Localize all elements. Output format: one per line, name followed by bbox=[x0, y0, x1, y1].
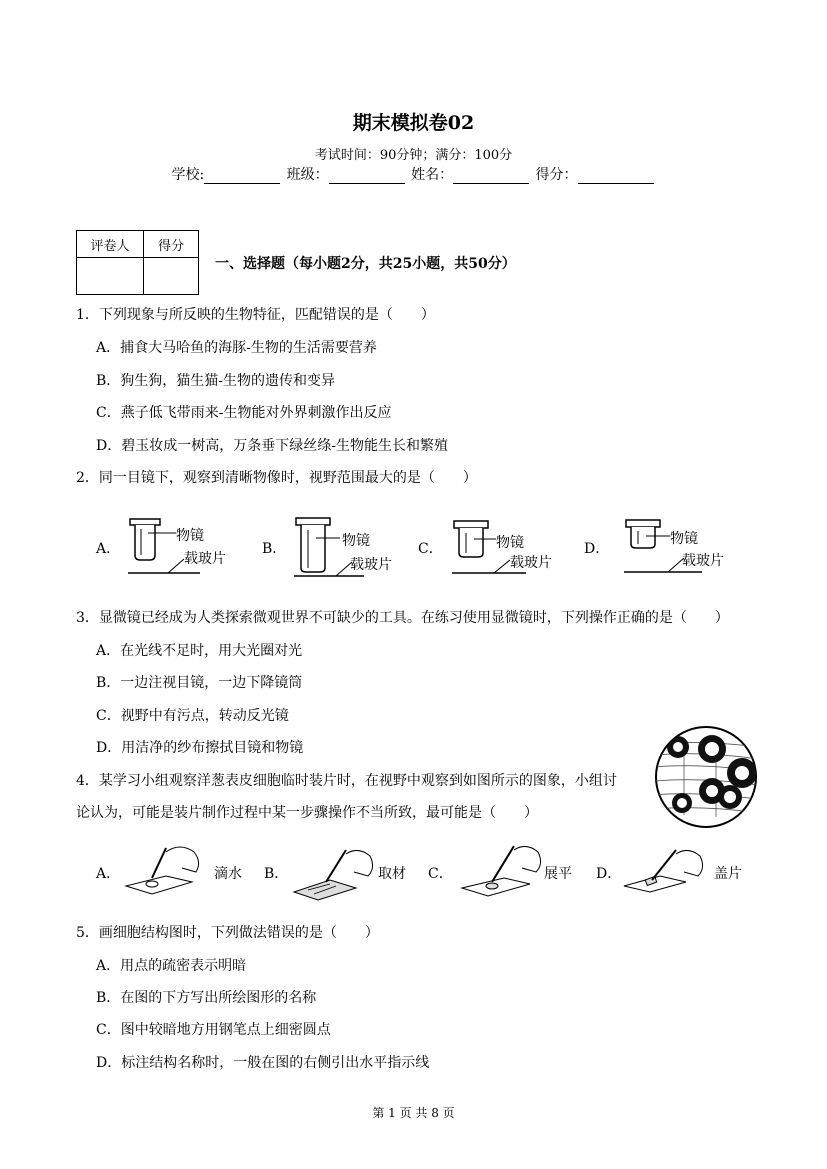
school-blank[interactable] bbox=[204, 169, 280, 184]
question-5-option-d[interactable]: D．标注结构名称时，一般在图的右侧引出水平指示线 bbox=[96, 1055, 430, 1071]
question-3-option-a[interactable]: A．在光线不足时，用大光圈对光 bbox=[96, 643, 303, 659]
score-cell[interactable] bbox=[144, 258, 199, 295]
question-2-a-objective-label: 物镜 bbox=[176, 528, 204, 544]
section-title: 一、选择题（每小题2分，共25小题，共50分） bbox=[215, 256, 516, 272]
question-5-stem: 5．画细胞结构图时，下列做法错误的是（ ） bbox=[76, 925, 379, 941]
question-4-stem-line2: 论认为，可能是装片制作过程中某一步骤操作不当所致，最可能是（ ） bbox=[76, 805, 538, 821]
question-4-a-caption: 滴水 bbox=[214, 866, 242, 882]
question-2-option-c-letter[interactable]: C． bbox=[418, 541, 443, 557]
dropping-water-hand-icon[interactable] bbox=[122, 838, 212, 898]
grader-cell[interactable] bbox=[77, 258, 144, 295]
student-info-line bbox=[0, 164, 827, 184]
question-1-stem: 1．下列现象与所反映的生物特征，匹配错误的是（ ） bbox=[76, 307, 435, 323]
question-1-option-a[interactable]: A．捕食大马哈鱼的海豚-生物的生活需要营养 bbox=[96, 340, 377, 356]
page-title: 期末模拟卷02 bbox=[352, 112, 475, 134]
score-blank[interactable] bbox=[578, 169, 654, 184]
question-5-option-a[interactable]: A．用点的疏密表示明暗 bbox=[96, 958, 247, 974]
name-label: 姓名： bbox=[411, 167, 454, 183]
name-blank[interactable] bbox=[453, 169, 529, 184]
question-2-b-objective-label: 物镜 bbox=[342, 533, 370, 549]
grader-header: 评卷人 bbox=[77, 231, 144, 258]
question-3-option-c[interactable]: C．视野中有污点，转动反光镜 bbox=[96, 708, 289, 724]
question-5-option-b[interactable]: B．在图的下方写出所绘图形的名称 bbox=[96, 990, 317, 1006]
question-2-option-a-letter[interactable]: A． bbox=[96, 541, 121, 557]
class-blank[interactable] bbox=[329, 169, 405, 184]
question-4-option-b-letter[interactable]: B． bbox=[264, 866, 289, 882]
question-2-a-slide-label: 载玻片 bbox=[184, 551, 226, 567]
question-4-d-caption: 盖片 bbox=[714, 866, 742, 882]
question-5-option-c[interactable]: C．图中较暗地方用钢笔点上细密圆点 bbox=[96, 1022, 331, 1038]
page-number-footer: 第 1 页 共 8 页 bbox=[372, 1106, 455, 1120]
question-4-option-a-letter[interactable]: A． bbox=[96, 866, 121, 882]
class-label: 班级： bbox=[286, 167, 329, 183]
question-2-c-slide-label: 载玻片 bbox=[510, 555, 552, 571]
question-1-option-b[interactable]: B．狗生狗，猫生猫-生物的遗传和变异 bbox=[96, 373, 336, 389]
question-4-option-c-letter[interactable]: C． bbox=[428, 866, 453, 882]
question-2-d-slide-label: 载玻片 bbox=[682, 553, 724, 569]
question-2-option-d-letter[interactable]: D． bbox=[584, 541, 610, 557]
grader-score-table bbox=[76, 230, 199, 295]
score-header: 得分 bbox=[144, 231, 199, 258]
score-label: 得分： bbox=[535, 167, 578, 183]
question-4-c-caption: 展平 bbox=[544, 866, 572, 882]
question-4-option-d-letter[interactable]: D． bbox=[596, 866, 622, 882]
covering-slip-hand-icon[interactable] bbox=[620, 842, 710, 898]
question-4-b-caption: 取材 bbox=[378, 866, 406, 882]
question-1-option-d[interactable]: D．碧玉妆成一树高，万条垂下绿丝绦-生物能生长和繁殖 bbox=[96, 438, 448, 454]
school-label: 学校: bbox=[171, 167, 205, 183]
taking-material-hand-icon[interactable] bbox=[290, 842, 380, 902]
exam-info: 考试时间：90分钟；满分：100分 bbox=[314, 148, 513, 163]
question-3-stem: 3．显微镜已经成为人类探索微观世界不可缺少的工具。在练习使用显微镜时，下列操作正确的是（ ） bbox=[76, 610, 729, 626]
question-2-c-objective-label: 物镜 bbox=[496, 535, 524, 551]
microscope-field-bubbles-image bbox=[654, 725, 758, 829]
question-2-b-slide-label: 载玻片 bbox=[350, 557, 392, 573]
question-2-stem: 2．同一目镜下，观察到清晰物像时，视野范围最大的是（ ） bbox=[76, 470, 477, 486]
question-3-option-b[interactable]: B．一边注视目镜，一边下降镜筒 bbox=[96, 675, 303, 691]
flattening-hand-icon[interactable] bbox=[458, 838, 548, 900]
question-2-d-objective-label: 物镜 bbox=[670, 531, 698, 547]
question-1-option-c[interactable]: C．燕子低飞带雨来-生物能对外界刺激作出反应 bbox=[96, 405, 392, 421]
question-3-option-d[interactable]: D．用洁净的纱布擦拭目镜和物镜 bbox=[96, 740, 304, 756]
question-2-option-b-letter[interactable]: B． bbox=[262, 541, 287, 557]
question-4-stem-line1: 4．某学习小组观察洋葱表皮细胞临时装片时，在视野中观察到如图所示的图象，小组讨 bbox=[76, 773, 617, 789]
